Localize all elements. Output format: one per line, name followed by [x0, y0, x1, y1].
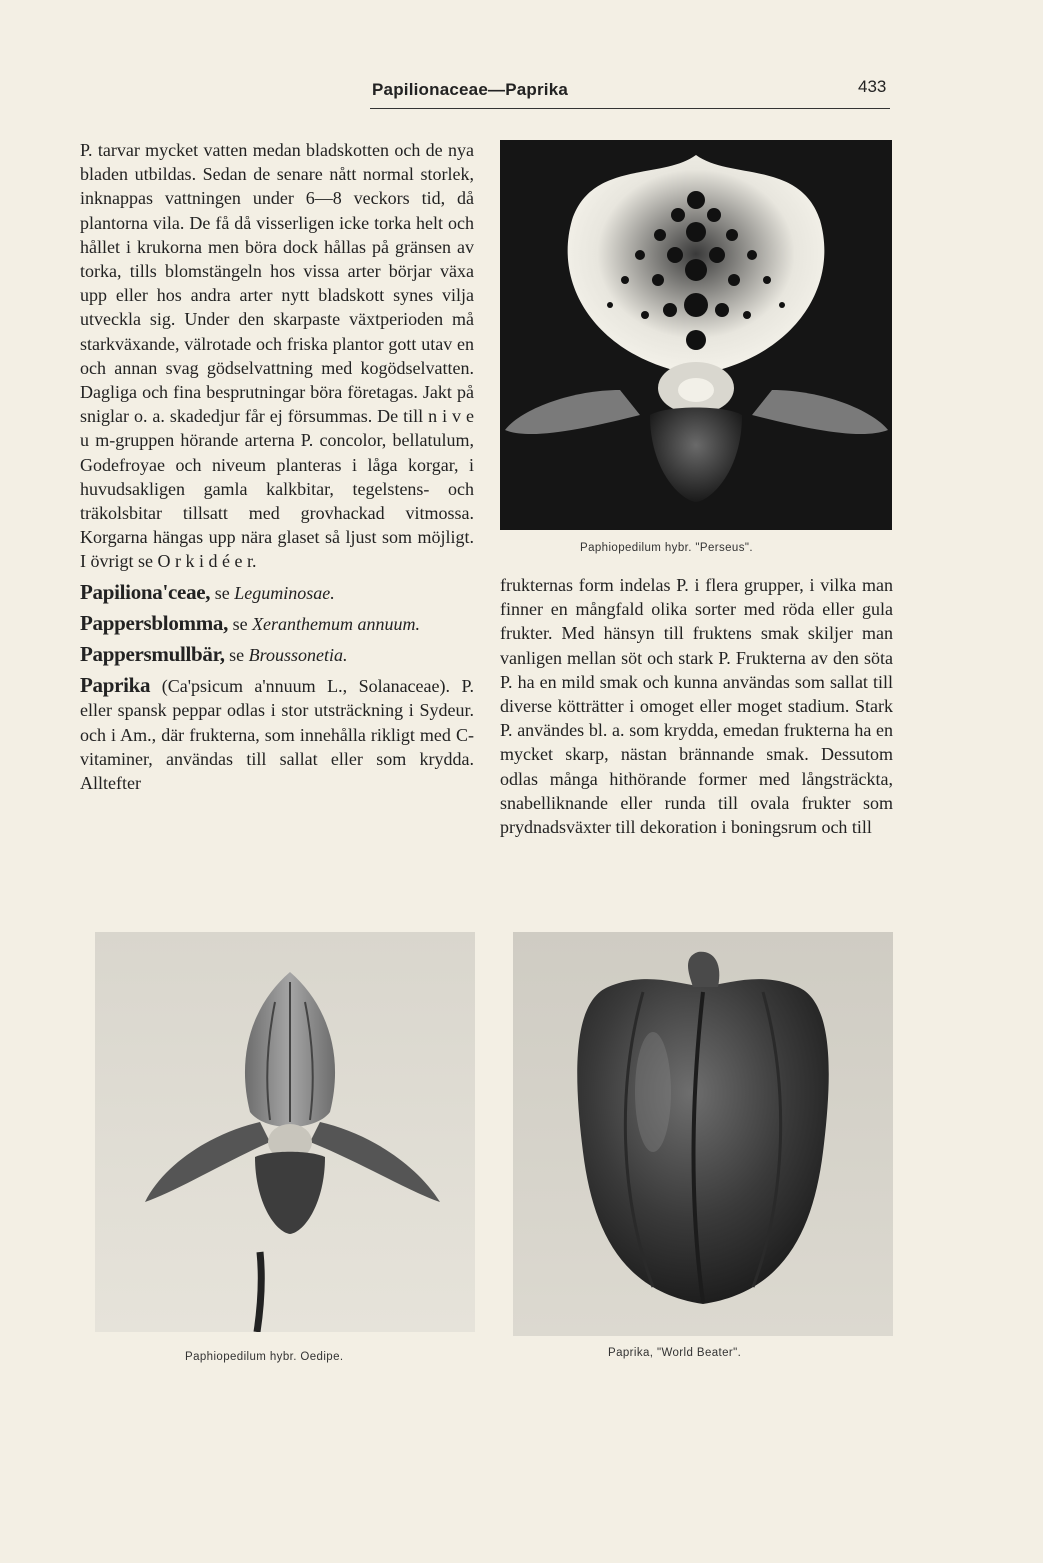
paragraph-paphiopedilum-care: P. tarvar mycket vatten medan bladskotten och de nya bladen utbildas. Sedan de senare nått normal storlek, inknappas vattningen under 6—8 veckors tid, då plantorna vila. De få då visserligen icke torka helt och hållet i krukorna men böra dock hållas på gränsen av torka, tills blomstängeln hos vissa arter börjar växa upp eller hos andra arter nytt bladskott synes vilja utveckla sig. Under den skarpaste växtperioden må starkväxande, välrotade och friska plantor gott utav en och annan svag gödselvattning med kogödselvatten. Dagliga och fina besprutningar böra företagas. Jakt på sniglar o. a. skadedjur får ej försummas. De till n i v e u m-gruppen hörande arterna P. concolor, bellatulum, Godefroyae och niveum planteras i låga korgar, i huvudsakligen gamla kalkbitar, tegelstens- och träkolsbitar tillsatt med grovhackad vitmossa. Korgarna hängas upp nära glaset så ljust som möjligt. I övrigt se O r k i d é e r.: [80, 140, 474, 572]
entry-pappersmullbar: [80, 642, 474, 667]
entry-text: (Ca'psicum a'nnuum L., Solanaceae). P. eller spansk peppar odlas i stor utsträckning i Sydeur. och i Am., där frukterna, som innehålla rikligt med C-vitaminer, användas till sallat eller som krydda. Alltefter: [80, 676, 474, 794]
entry-head: Papiliona'ceae,: [80, 579, 211, 604]
photo-paphiopedilum-perseus: [500, 140, 892, 530]
header-rule: [370, 108, 890, 109]
entry-pappersblomma: [80, 611, 474, 636]
entry-ref: Leguminosae.: [234, 582, 335, 603]
paragraph-paprika-continued: frukternas form indelas P. i flera grupper, i vilka man finner en mångfald olika sorter med röda eller gula frukter. Med hänsyn till fruktens smak skiljer man vanligen mellan söt och stark P. Frukterna av den söta P. ha en mild smak och kunna användas som sallat till diverse kötträtter i omoget eller moget stadium. Stark P. användes bl. a. som krydda, emedan frukterna ha en mycket skarp, nästan brännande smak. Dessutom odlas många hithörande former med långsträckta, snabelliknande eller runda till ovala frukter som prydnadsväxter till dekoration i boningsrum och till: [500, 575, 893, 838]
entry-head: Pappersblomma,: [80, 610, 229, 635]
caption-paprika: Paprika, "World Beater".: [608, 1347, 742, 1359]
entry-see: se: [228, 613, 253, 634]
caption-perseus: Paphiopedilum hybr. "Perseus".: [580, 542, 753, 554]
entry-ref: Broussonetia.: [248, 645, 348, 666]
entry-ref: Xeranthemum annuum.: [252, 613, 421, 634]
entry-paprika: [80, 673, 474, 795]
entry-see: se: [224, 645, 249, 666]
entry-head: Pappersmullbär,: [80, 642, 225, 667]
photo-paphiopedilum-oedipe: [95, 932, 475, 1332]
entry-head: Paprika: [80, 673, 151, 698]
running-header-title: Papilionaceae—Paprika: [372, 80, 569, 99]
right-text-column: [500, 573, 893, 839]
orchid-oedipe-image: [95, 932, 475, 1332]
orchid-perseus-image: [500, 140, 892, 530]
left-text-column: [80, 138, 474, 795]
entry-papilionaceae: [80, 580, 474, 605]
caption-oedipe: Paphiopedilum hybr. Oedipe.: [185, 1351, 344, 1363]
photo-paprika-world-beater: [513, 932, 893, 1336]
paprika-image: [513, 932, 893, 1336]
page-number: 433: [858, 77, 887, 96]
entry-see: se: [210, 582, 235, 603]
